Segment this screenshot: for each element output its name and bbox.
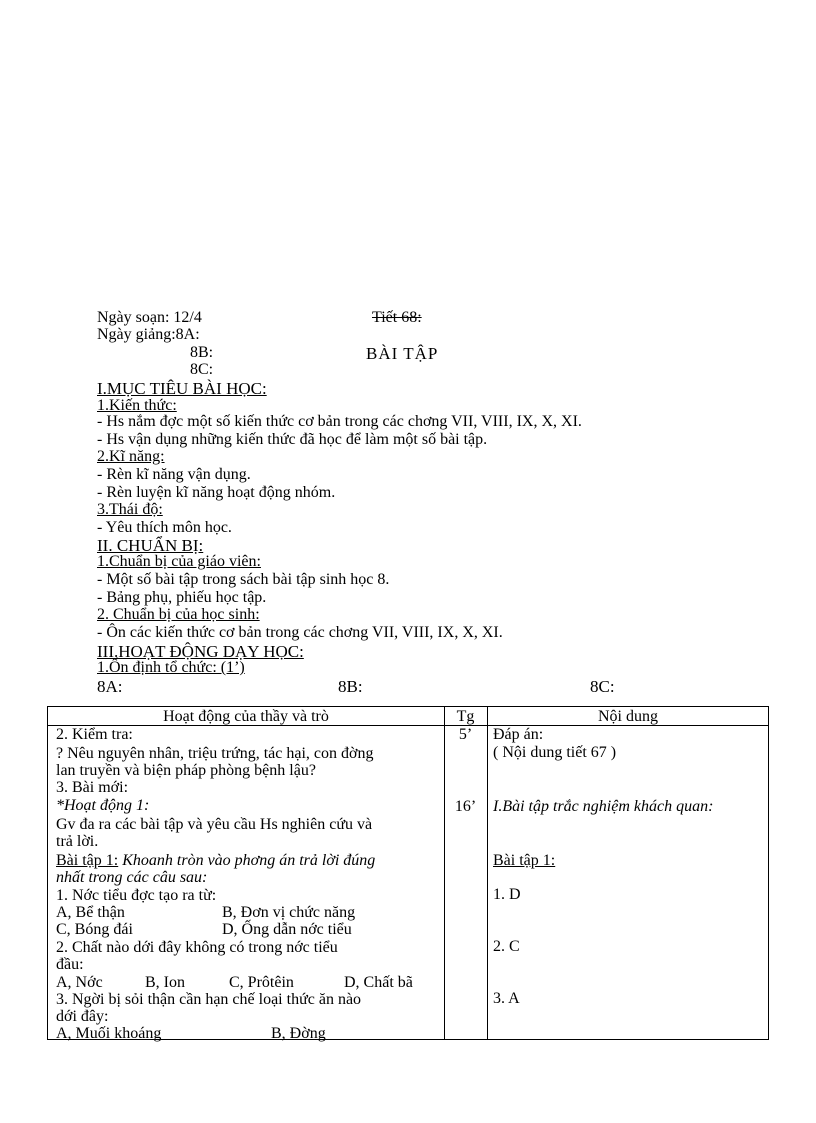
section-2-sub-student: 2. Chuẩn bị của học sinh: — [97, 606, 260, 623]
header-divider — [48, 725, 768, 726]
answer-item: 1. D — [493, 886, 521, 903]
class-8b-attendance: 8B: — [338, 677, 363, 696]
activity-line: ? Nêu nguyên nhân, triệu trứng, tác hại, con đờng — [56, 745, 374, 762]
option-b: B, Đơn vị chức năng — [222, 904, 356, 921]
table-header-activities: Hoạt động của thầy và trò — [163, 708, 329, 725]
question-line: 3. Ngời bị sỏi thận cần hạn chế loại thức ăn nào — [56, 991, 362, 1008]
teaching-date: Ngày giảng:8A: — [97, 326, 200, 343]
section-3-heading: III.HOẠT ĐỘNG DẠY HỌC: — [97, 642, 304, 661]
question-line: 1. Nớc tiểu đợc tạo ra từ: — [56, 887, 217, 904]
question-line: đầu: — [56, 956, 84, 973]
exercise-1-label: Bài tập 1: — [56, 852, 119, 869]
objective-exercises-heading: I.Bài tập trắc nghiệm khách quan: — [493, 798, 714, 815]
answer-heading: Đáp án: — [493, 726, 544, 743]
option-c: C, Bóng đái — [56, 921, 133, 938]
time-value: 16’ — [454, 798, 477, 815]
section-1-line: - Yêu thích môn học. — [97, 519, 232, 536]
activity-line: trả lời. — [56, 833, 99, 850]
section-1-line: - Rèn kĩ năng vận dụng. — [97, 466, 251, 483]
answer-item: 2. C — [493, 938, 520, 955]
time-value: 5’ — [458, 726, 473, 743]
section-2-line: - Ôn các kiến thức cơ bản trong các chơng VII, VIII, IX, X, XI. — [97, 624, 503, 641]
section-1-sub-knowledge: 1.Kiến thức: — [97, 397, 177, 414]
answer-reference: ( Nội dung tiết 67 ) — [493, 744, 617, 761]
activity-line: 2. Kiểm tra: — [56, 726, 133, 743]
question-line: dới đây: — [56, 1008, 109, 1025]
class-8b-label: 8B: — [190, 344, 214, 361]
activity-line: nhất trong các câu sau: — [56, 869, 208, 886]
section-1-sub-skills: 2.Kĩ năng: — [97, 448, 165, 465]
activity-line: 3. Bài mới: — [56, 779, 129, 796]
activity-line: lan truyền và biện pháp phòng bệnh lậu? — [56, 762, 316, 779]
page-title: BÀI TẬP — [366, 344, 439, 363]
activity-line: Gv đa ra các bài tập và yêu cầu Hs nghiên cứu và — [56, 816, 373, 833]
exercise-1-instruction: Khoanh tròn vào phơng án trả lời đúng — [118, 852, 376, 869]
section-1-line: - Hs nắm đợc một số kiến thức cơ bản trong các chơng VII, VIII, IX, X, XI. — [97, 413, 582, 430]
section-1-heading: I.MỤC TIÊU BÀI HỌC: — [97, 379, 267, 398]
option-c: C, Prôtêin — [229, 974, 294, 991]
option-a: A, Nớc — [56, 974, 103, 991]
lesson-number: Tiết 68: — [372, 309, 422, 326]
option-a: A, Muối khoáng — [56, 1025, 162, 1042]
section-1-line: - Hs vận dụng những kiến thức đã học để làm một số bài tập. — [97, 431, 488, 448]
option-a: A, Bể thận — [56, 904, 125, 921]
section-1-sub-attitude: 3.Thái độ: — [97, 501, 163, 518]
option-d: D, Ống dẫn nớc tiểu — [222, 921, 352, 938]
class-8c-attendance: 8C: — [590, 677, 615, 696]
table-header-content: Nội dung — [598, 708, 658, 725]
column-divider — [487, 707, 488, 1039]
activity-1-heading: *Hoạt động 1: — [56, 797, 150, 814]
section-2-heading: II. CHUẨN BỊ: — [97, 536, 204, 555]
lesson-table — [47, 706, 769, 1040]
option-b: B, Ion — [145, 974, 185, 991]
option-b: B, Đờng — [271, 1025, 326, 1042]
section-1-line: - Rèn luyện kĩ năng hoạt động nhóm. — [97, 484, 336, 501]
exercise-1-answer-label: Bài tập 1: — [493, 852, 556, 869]
column-divider — [444, 707, 445, 1039]
prep-date: Ngày soạn: 12/4 — [97, 309, 202, 326]
section-2-line: - Một số bài tập trong sách bài tập sinh học 8. — [97, 571, 390, 588]
section-2-line: - Bảng phụ, phiếu học tập. — [97, 589, 267, 606]
section-3-sub-org: 1.Ổn định tổ chức: (1’) — [97, 659, 245, 676]
option-d: D, Chất bã — [344, 974, 413, 991]
class-8a-attendance: 8A: — [97, 677, 123, 696]
answer-item: 3. A — [493, 990, 520, 1007]
table-header-time: Tg — [456, 708, 475, 725]
class-8c-label: 8C: — [190, 361, 214, 378]
section-2-sub-teacher: 1.Chuẩn bị của giáo viên: — [97, 553, 261, 570]
question-line: 2. Chất nào dới đây không có trong nớc tiểu — [56, 939, 338, 956]
exercise-1-prompt — [56, 852, 375, 869]
